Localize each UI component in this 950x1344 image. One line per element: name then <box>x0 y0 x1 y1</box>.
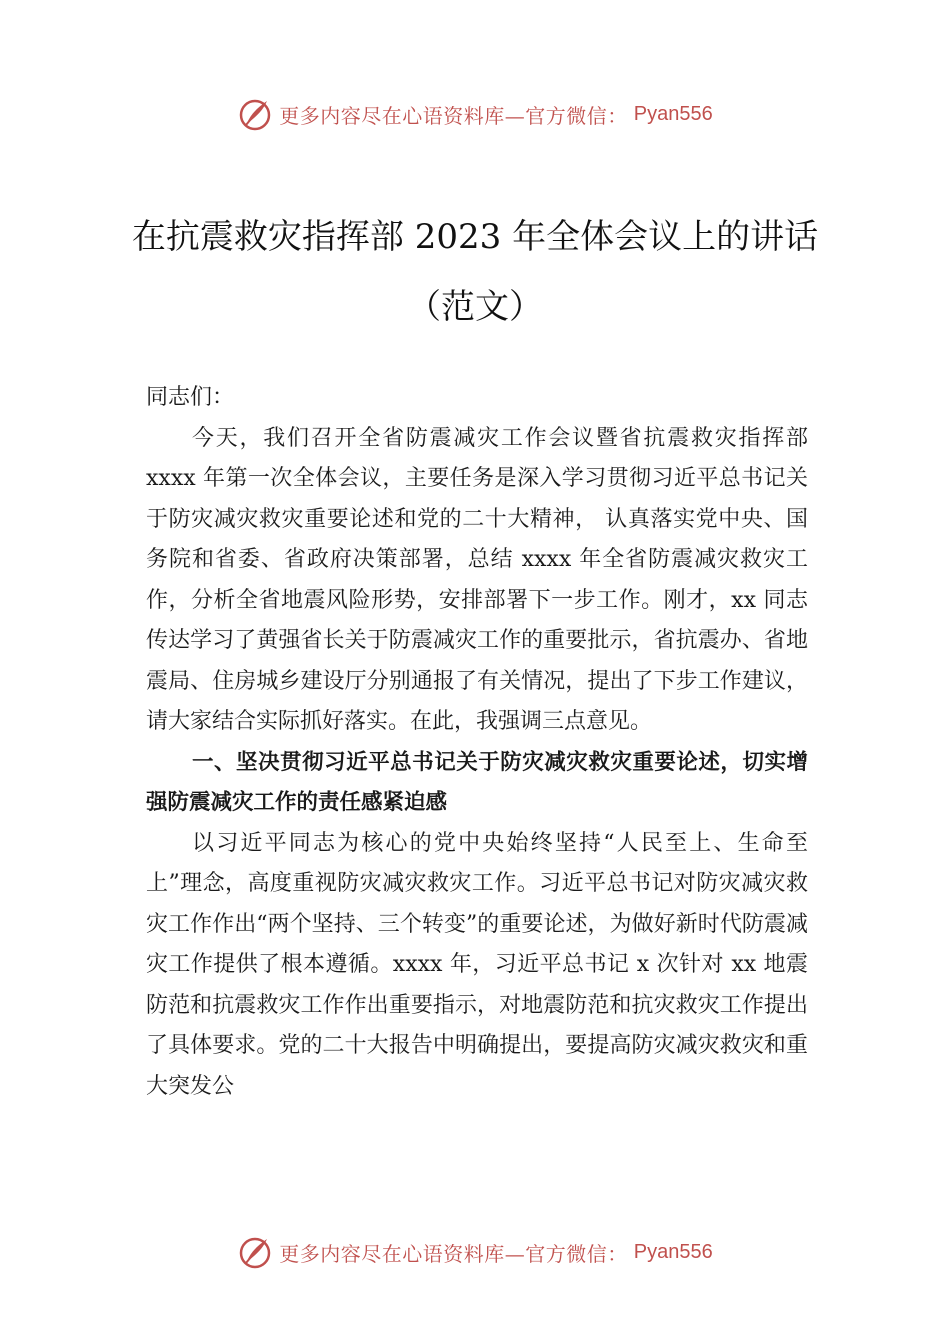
watermark-handle: Pyan556 <box>633 102 713 125</box>
footer-watermark <box>0 1232 950 1272</box>
section-heading: 一、坚决贯彻习近平总书记关于防灾减灾救灾重要论述，切实增强防震减灾工作的责任感紧迫感 <box>146 749 808 815</box>
watermark-text: 更多内容尽在心语资料库—官方微信： <box>279 1241 628 1266</box>
document-body <box>146 378 808 1107</box>
quill-logo-icon <box>237 96 273 132</box>
watermark-handle: Pyan556 <box>633 1240 713 1263</box>
paragraph: 今天，我们召开全省防震减灾工作会议暨省抗震救灾指挥部 xxxx 年第一次全体会议，主要任务是深入学习贯彻习近平总书记关于防灾减灾救灾重要论述和党的二十大精神， 认真落实党中央、国务院和省委、省政府决策部署，总结 xxxx 年全省防震减灾救灾工作，分析全省地震风险形势，安排部署下一步工作。刚才，xx 同志传达学习了黄强省长关于防震减灾工作的重要批示，省抗震办、省地震局、住房城乡建设厅分别通报了有关情况，提出了下步工作建议，请大家结合实际抓好落实。在此，我强调三点意见。 <box>146 425 808 734</box>
document-title: 在抗震救灾指挥部 2023 年全体会议上的讲话（范文） <box>131 217 819 327</box>
paragraph: 以习近平同志为核心的党中央始终坚持“人民至上、生命至上”理念，高度重视防灾减灾救灾工作。习近平总书记对防灾减灾救灾工作作出“两个坚持、三个转变”的重要论述，为做好新时代防震减灾工作提供了根本遵循。xxxx 年，习近平总书记 x 次针对 xx 地震防范和抗震救灾工作作出重要指示，对地震防范和抗灾救灾工作提出了具体要求。党的二十大报告中明确提出，要提高防灾减灾救灾和重大突发公 <box>146 830 808 1099</box>
watermark-text: 更多内容尽在心语资料库—官方微信： <box>279 103 628 128</box>
quill-logo-icon <box>237 1234 273 1270</box>
header-watermark <box>0 94 950 134</box>
salutation: 同志们： <box>146 385 235 410</box>
